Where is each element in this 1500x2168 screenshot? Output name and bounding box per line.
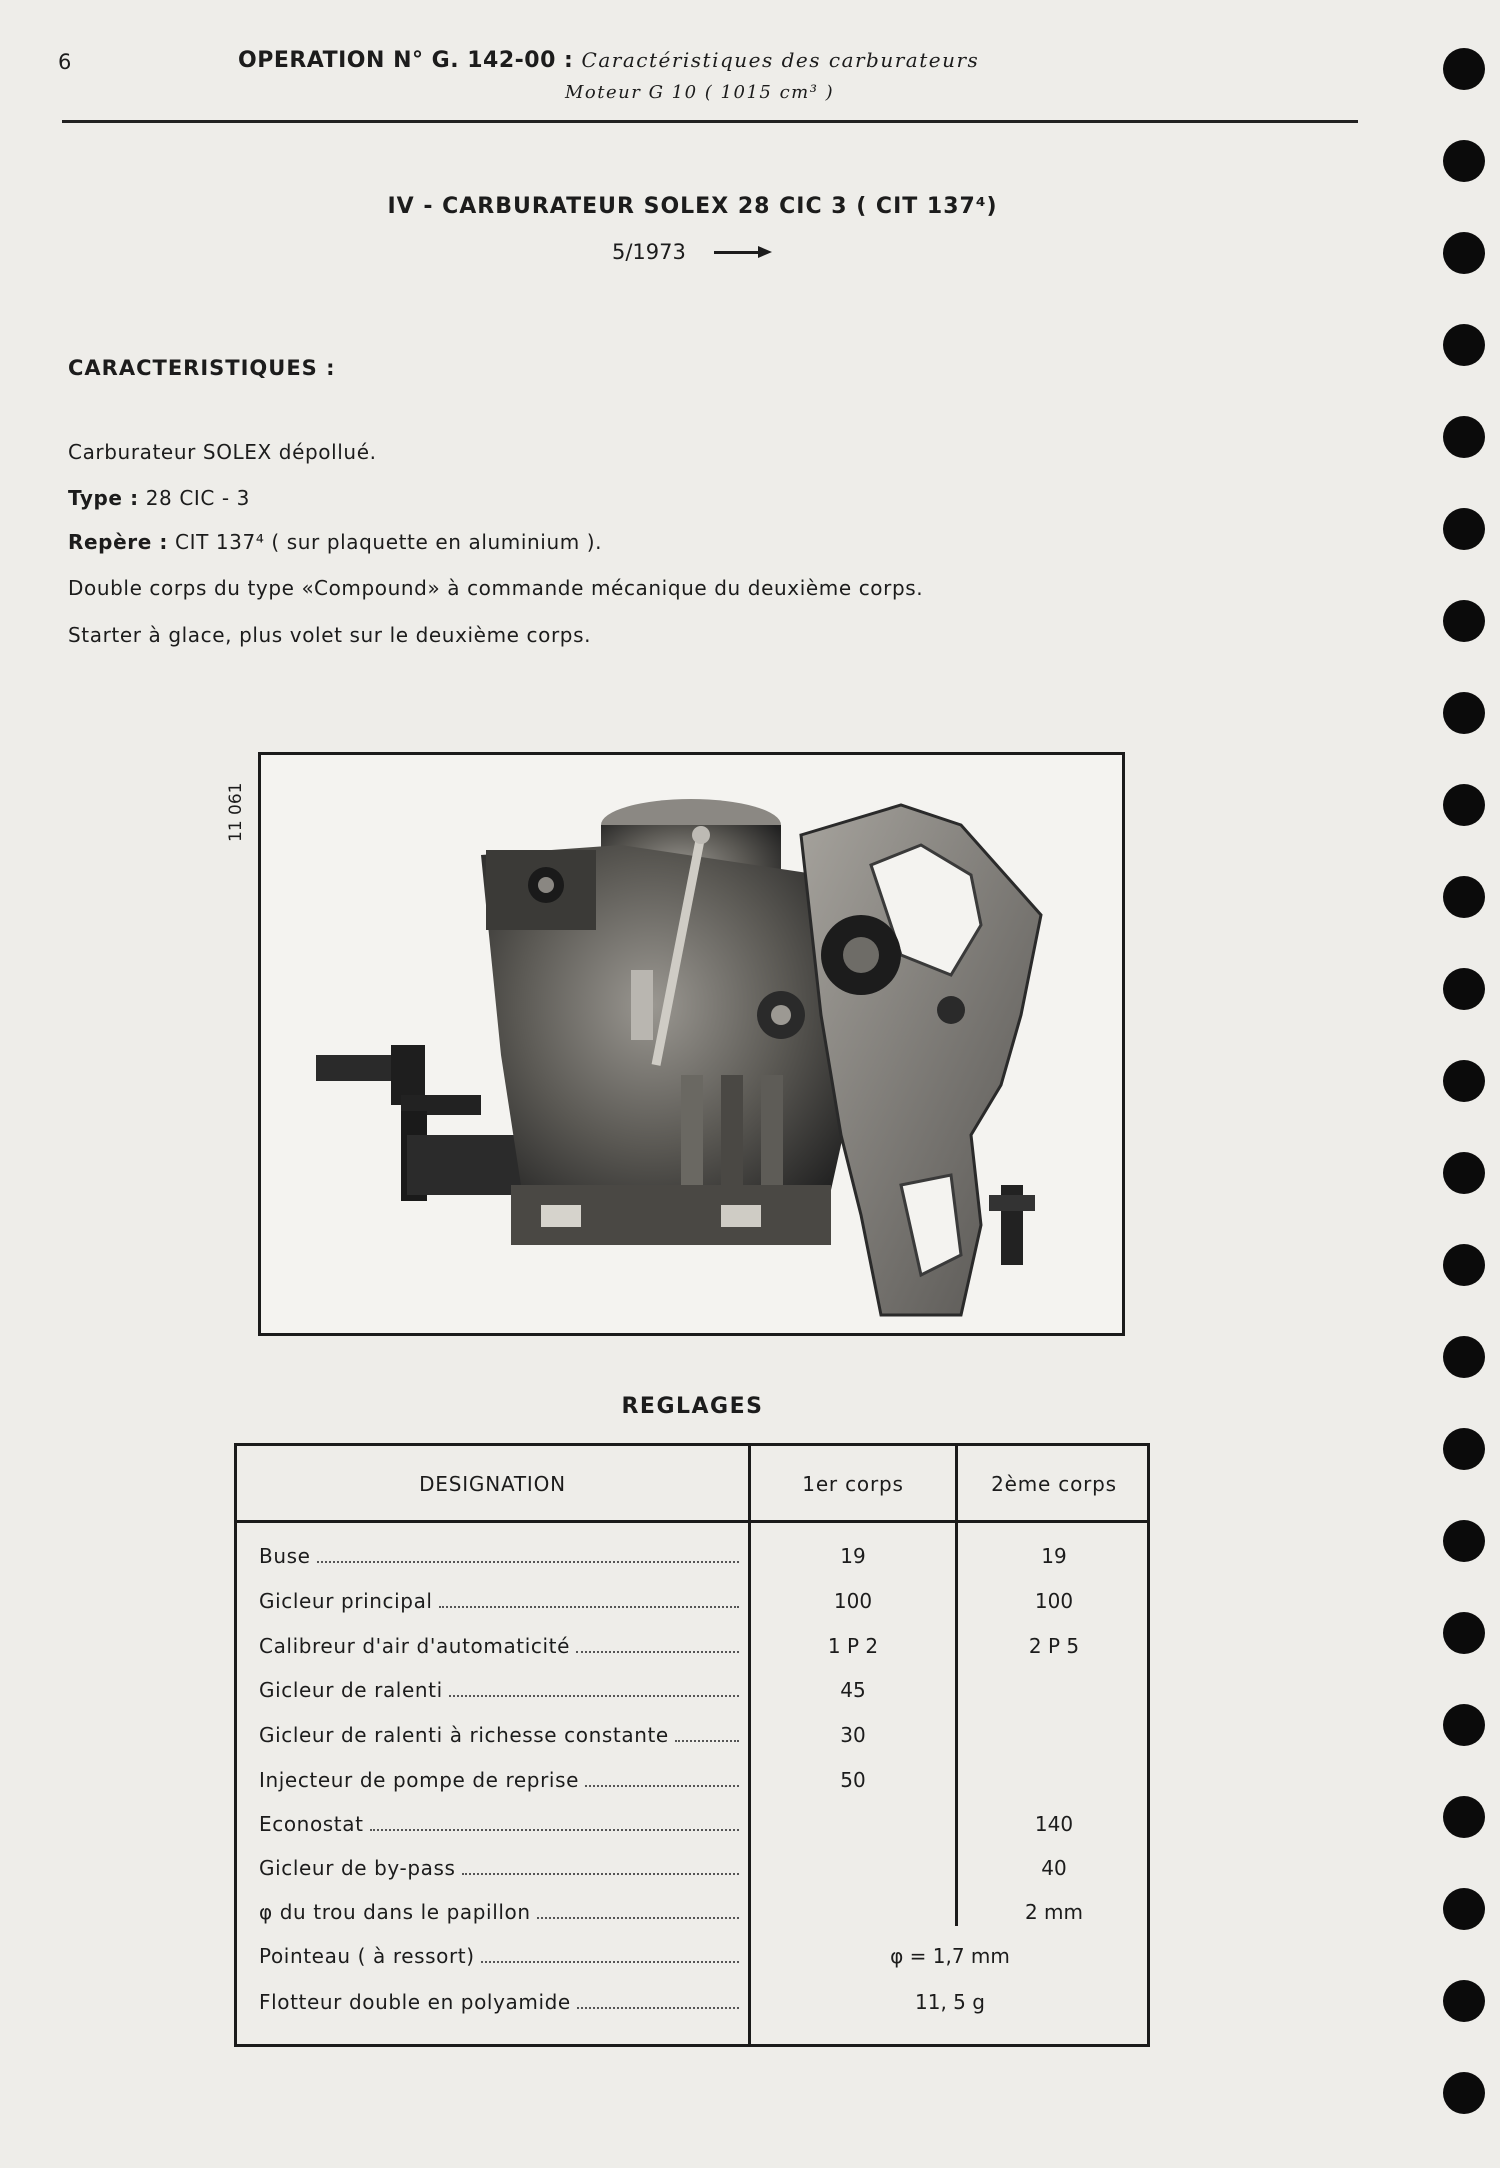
table-header-rule: [237, 1520, 1147, 1523]
header-title: [238, 48, 979, 73]
row-name: Injecteur de pompe de reprise: [259, 1768, 580, 1792]
binder-hole: [1443, 140, 1485, 182]
binder-hole: [1443, 1244, 1485, 1286]
binder-hole: [1443, 2072, 1485, 2114]
row-name-cell: [259, 1944, 739, 1968]
section-date: 5/1973: [612, 240, 686, 264]
row-corps-1: 30: [840, 1723, 866, 1747]
leader-dots: [675, 1726, 739, 1742]
row-name-cell: [259, 1634, 739, 1658]
leader-dots: [317, 1547, 739, 1563]
table-row: [237, 1678, 1147, 1714]
row-corps-2: 2 mm: [1024, 1900, 1084, 1924]
binder-hole: [1443, 968, 1485, 1010]
row-name-cell: [259, 1856, 739, 1880]
row-name-cell: [259, 1589, 739, 1613]
row-corps-2: 100: [1034, 1589, 1074, 1613]
settings-table: [234, 1443, 1150, 2047]
row-name-cell: [259, 1544, 739, 1568]
row-both-corps: 11, 5 g: [915, 1990, 985, 2014]
binder-hole: [1443, 48, 1485, 90]
leader-dots: [537, 1903, 739, 1919]
type-label: Type :: [68, 486, 139, 510]
characteristics-heading: CARACTERISTIQUES :: [68, 356, 336, 380]
row-name: Gicleur de ralenti à richesse constante: [259, 1723, 669, 1747]
leader-dots: [585, 1771, 739, 1787]
section-title: IV - CARBURATEUR SOLEX 28 CIC 3 ( CIT 137⁴): [387, 194, 998, 219]
repere-value: CIT 137⁴ ( sur plaquette en aluminium ).: [168, 530, 603, 554]
characteristics-line-4: Double corps du type «Compound» à commande mécanique du deuxième corps.: [68, 576, 924, 600]
header-engine: Moteur G 10 ( 1015 cm³ ): [565, 82, 835, 103]
page-number: 6: [58, 50, 72, 74]
table-row: [237, 1990, 1147, 2026]
binder-hole: [1443, 1428, 1485, 1470]
row-name: Pointeau ( à ressort): [259, 1944, 475, 1968]
binder-hole: [1443, 1888, 1485, 1930]
leader-dots: [577, 1993, 739, 2009]
table-row: [237, 1544, 1147, 1580]
binder-hole: [1443, 784, 1485, 826]
row-name: Econostat: [259, 1812, 364, 1836]
row-corps-2: 19: [1041, 1544, 1067, 1568]
table-row: [237, 1944, 1147, 1980]
row-name: Calibreur d'air d'automaticité: [259, 1634, 570, 1658]
binder-hole: [1443, 600, 1485, 642]
arrow-right-icon: [714, 251, 766, 254]
row-corps-1: 100: [833, 1589, 873, 1613]
settings-title: REGLAGES: [621, 1394, 764, 1419]
row-corps-1: 19: [840, 1544, 866, 1568]
table-row: [237, 1812, 1147, 1848]
binder-hole: [1443, 1152, 1485, 1194]
binder-hole: [1443, 508, 1485, 550]
photo-reference: 11 061: [226, 782, 246, 842]
header-subject: Caractéristiques des carburateurs: [581, 48, 980, 72]
type-value: 28 CIC - 3: [138, 486, 250, 510]
binder-hole: [1443, 416, 1485, 458]
characteristics-type: [68, 486, 250, 510]
binder-hole: [1443, 1796, 1485, 1838]
table-row: [237, 1856, 1147, 1892]
row-corps-1: 1 P 2: [827, 1634, 879, 1658]
binder-hole: [1443, 1704, 1485, 1746]
leader-dots: [462, 1859, 739, 1875]
carburetor-photo: [258, 752, 1125, 1336]
table-row: [237, 1900, 1147, 1936]
table-row: [237, 1589, 1147, 1625]
row-name: φ du trou dans le papillon: [259, 1900, 531, 1924]
binder-hole: [1443, 1060, 1485, 1102]
row-name: Buse: [259, 1544, 311, 1568]
carburetor-image: [261, 755, 1122, 1333]
leader-dots: [481, 1947, 739, 1963]
characteristics-line-1: Carburateur SOLEX dépollué.: [68, 440, 377, 464]
binder-hole: [1443, 232, 1485, 274]
binder-hole: [1443, 876, 1485, 918]
date-line: [612, 240, 766, 264]
binder-hole: [1443, 692, 1485, 734]
table-row: [237, 1634, 1147, 1670]
operation-number: OPERATION N° G. 142-00 :: [238, 48, 574, 73]
characteristics-line-5: Starter à glace, plus volet sur le deuxième corps.: [68, 623, 592, 647]
row-corps-2: 140: [1034, 1812, 1074, 1836]
header-corps-2: 2ème corps: [991, 1472, 1117, 1496]
header-corps-1: 1er corps: [802, 1472, 904, 1496]
row-name-cell: [259, 1768, 739, 1792]
row-name: Gicleur principal: [259, 1589, 433, 1613]
leader-dots: [370, 1815, 739, 1831]
binder-hole: [1443, 324, 1485, 366]
row-corps-1: 50: [840, 1768, 866, 1792]
row-name-cell: [259, 1678, 739, 1702]
row-corps-2: 40: [1041, 1856, 1067, 1880]
binder-hole: [1443, 1336, 1485, 1378]
leader-dots: [439, 1592, 739, 1608]
row-corps-1: 45: [840, 1678, 866, 1702]
leader-dots: [449, 1681, 739, 1697]
table-row: [237, 1768, 1147, 1804]
row-name-cell: [259, 1990, 739, 2014]
leader-dots: [576, 1637, 739, 1653]
header-designation: DESIGNATION: [419, 1472, 566, 1496]
binder-hole: [1443, 1980, 1485, 2022]
row-name: Flotteur double en polyamide: [259, 1990, 571, 2014]
row-name-cell: [259, 1812, 739, 1836]
binder-hole: [1443, 1520, 1485, 1562]
header-divider: [62, 120, 1358, 123]
repere-label: Repère :: [68, 530, 169, 554]
row-both-corps: φ = 1,7 mm: [890, 1944, 1010, 1968]
row-name: Gicleur de by-pass: [259, 1856, 456, 1880]
table-row: [237, 1723, 1147, 1759]
row-name: Gicleur de ralenti: [259, 1678, 443, 1702]
row-name-cell: [259, 1900, 739, 1924]
row-name-cell: [259, 1723, 739, 1747]
characteristics-repere: [68, 530, 602, 554]
row-corps-2: 2 P 5: [1028, 1634, 1080, 1658]
binder-hole: [1443, 1612, 1485, 1654]
